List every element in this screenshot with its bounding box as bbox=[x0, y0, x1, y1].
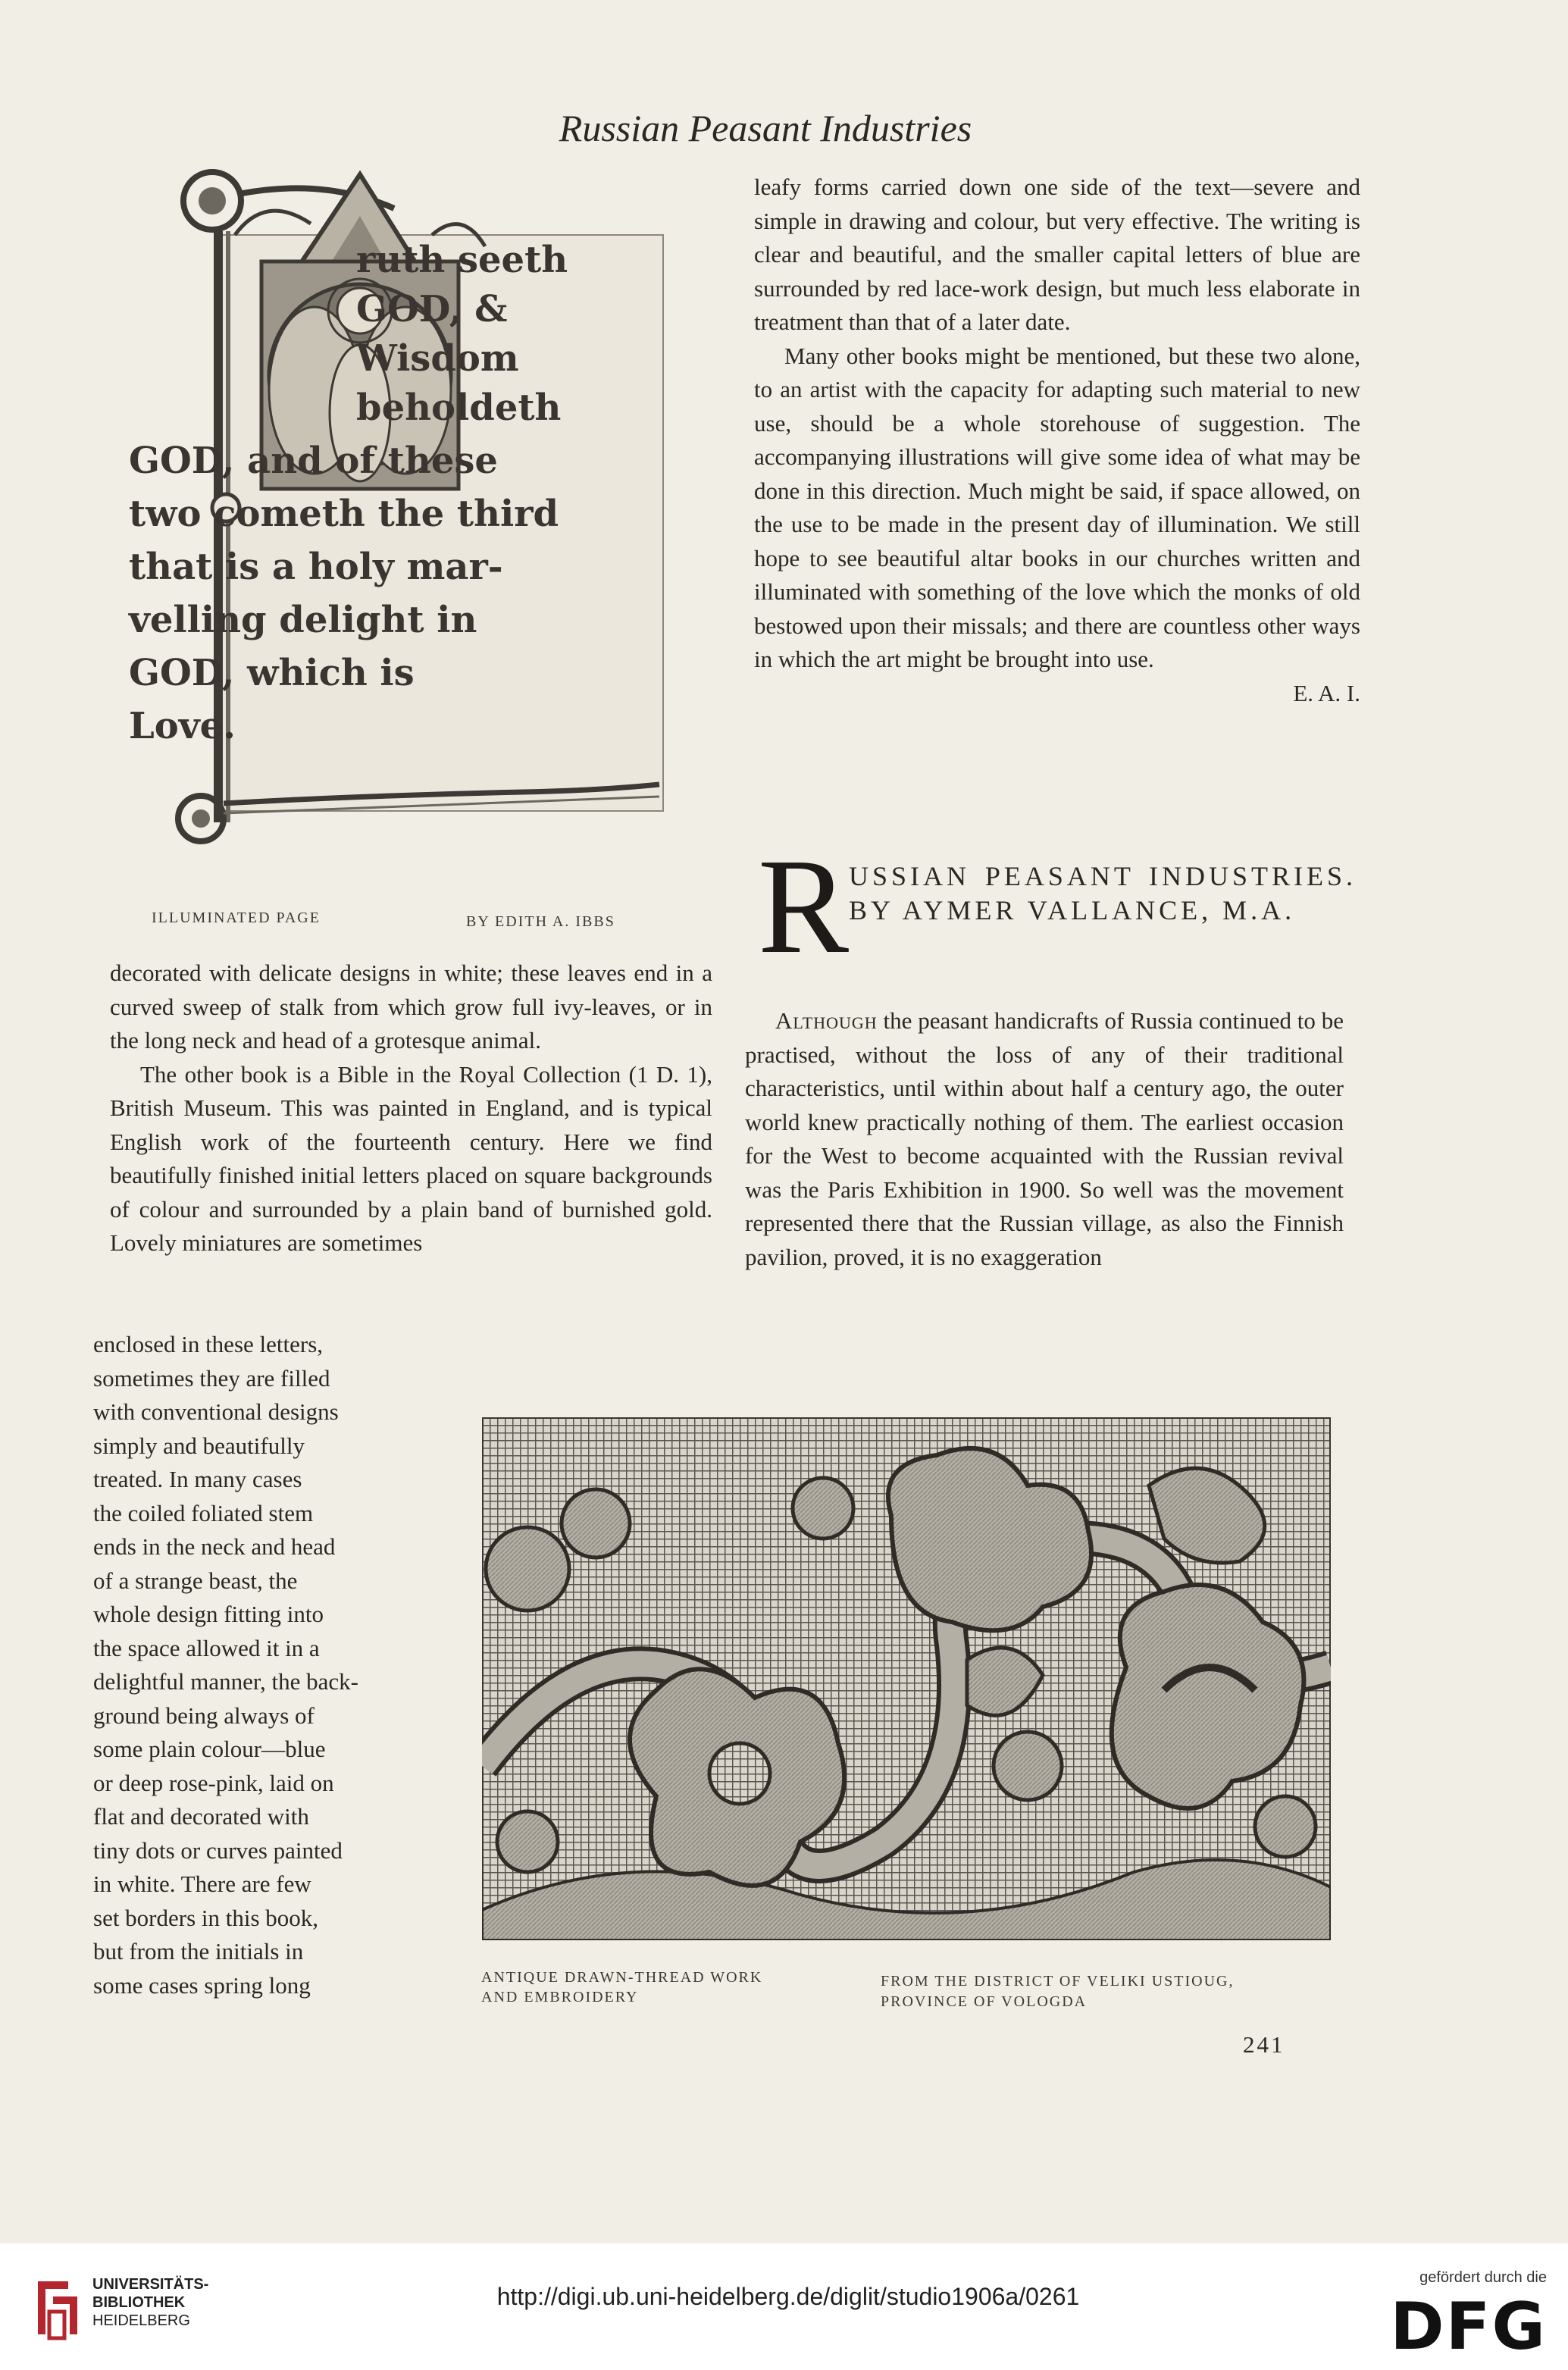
source-url-link[interactable]: http://digi.ub.uni-heidelberg.de/diglit/studio1906a/0261 bbox=[496, 2283, 1080, 2310]
library-line-1: UNIVERSITÄTS- bbox=[92, 2276, 209, 2293]
illumination-line: velling delight in bbox=[129, 599, 477, 641]
narrow-line: the space allowed it in a bbox=[93, 1634, 320, 1661]
left-paragraph-2: The other book is a Bible in the Royal Collection (1 D. 1), British Museum. This was painted in England, and is typical English work of the fourteenth century. Here we find beautifully finished initial letters placed on square backgrounds of colour and surrounded by a plain band of burnished gold. Lovely miniatures are sometimes bbox=[110, 1060, 712, 1256]
lace-caption-left-1: ANTIQUE DRAWN-THREAD WORK bbox=[481, 1969, 763, 1986]
lace-caption-right-1: FROM THE DISTRICT OF VELIKI USTIOUG, bbox=[881, 1973, 1235, 1990]
illumination-line: beholdeth bbox=[356, 387, 562, 429]
left-column-upper bbox=[110, 956, 712, 1260]
narrow-line: delightful manner, the back- bbox=[93, 1668, 358, 1695]
library-line-2: BIBLIOTHEK bbox=[92, 2294, 186, 2311]
lace-caption-right-2: PROVINCE OF VOLOGDA bbox=[881, 1993, 1088, 2010]
running-head: Russian Peasant Industries bbox=[559, 107, 972, 149]
narrow-line: or deep rose-pink, laid on bbox=[93, 1769, 334, 1796]
article-paragraph-1: the peasant handicrafts of Russia continued to be practised, without the loss of any of their traditional characteristics, until within about half a century ago, the outer world knew practically nothing of them. The earliest occasion for the West to become acquainted with the Russian revival was the Paris Exhibition in 1900. So well was the movement represented there that the Russian village, as also the Finnish pavilion, proved, it is no exaggeration bbox=[745, 1007, 1344, 1270]
right-paragraph-1: leafy forms carried down one side of the text—severe and simple in drawing and colour, but very effective. The writing is clear and beautiful, and the smaller capital letters of blue are surrounded by red lace-work design, but much less elaborate in treatment than that of a later date. bbox=[754, 174, 1360, 335]
illumination-line: GOD, & bbox=[356, 288, 508, 330]
article-body bbox=[745, 1004, 1344, 1274]
narrow-line: set borders in this book, bbox=[93, 1904, 319, 1931]
right-column-upper bbox=[754, 171, 1360, 710]
narrow-line: flat and decorated with bbox=[93, 1803, 309, 1830]
article-heading bbox=[758, 831, 1357, 984]
narrow-line: but from the initials in bbox=[93, 1938, 304, 1965]
illumination-caption-right: BY EDITH A. IBBS bbox=[466, 913, 615, 930]
article-title: USSIAN PEASANT INDUSTRIES. BY AYMER VALLANCE, M.A. bbox=[849, 861, 1357, 925]
narrow-line: treated. In many cases bbox=[93, 1466, 302, 1492]
narrow-line: ground being always of bbox=[93, 1702, 315, 1729]
narrow-line: in white. There are few bbox=[93, 1871, 311, 1897]
narrow-line: sometimes they are filled bbox=[93, 1364, 330, 1392]
illumination-line: ruth seeth bbox=[356, 239, 568, 281]
illumination-line: GOD, which is bbox=[129, 652, 415, 694]
illumination-line: Wisdom bbox=[356, 337, 519, 380]
illumination-line: GOD, and of these bbox=[129, 440, 498, 482]
narrow-line: the coiled foliated stem bbox=[93, 1499, 314, 1526]
lace-embroidery-image bbox=[482, 1417, 1331, 1940]
illumination-line: that is a holy mar- bbox=[129, 546, 503, 588]
library-logo-icon bbox=[30, 2274, 85, 2342]
illumination-line: Love. bbox=[129, 705, 236, 747]
narrow-line: with conventional designs bbox=[93, 1398, 339, 1425]
lace-embroidery-figure bbox=[482, 1417, 1331, 1940]
drop-cap: R bbox=[758, 831, 850, 981]
footer-bar bbox=[0, 2243, 1568, 2370]
narrow-line: tiny dots or curves painted bbox=[93, 1836, 343, 1864]
funded-by-label: gefördert durch die bbox=[1419, 2269, 1547, 2286]
left-column-narrow bbox=[93, 1328, 421, 2002]
narrow-line: of a strange beast, the bbox=[93, 1567, 298, 1594]
narrow-line: some cases spring long bbox=[93, 1971, 311, 1999]
narrow-line: simply and beautifully bbox=[93, 1432, 305, 1459]
illumination-line: two cometh the third bbox=[129, 493, 559, 535]
narrow-line: whole design fitting into bbox=[93, 1601, 324, 1627]
lead-word: Although bbox=[775, 1007, 878, 1034]
illuminated-page-figure bbox=[129, 163, 682, 845]
dfg-logo: DFG bbox=[1390, 2289, 1547, 2365]
signature: E. A. I. bbox=[1293, 679, 1360, 706]
illumination-caption-left: ILLUMINATED PAGE bbox=[152, 909, 321, 926]
library-line-3: HEIDELBERG bbox=[92, 2312, 190, 2329]
narrow-line: ends in the neck and head bbox=[93, 1533, 336, 1560]
narrow-line: some plain colour—blue bbox=[93, 1736, 326, 1762]
narrow-line: enclosed in these letters, bbox=[93, 1331, 324, 1357]
library-name bbox=[92, 2275, 208, 2330]
right-paragraph-2: Many other books might be mentioned, but these two alone, to an artist with the capacity for adapting such material to new use, should be a whole storehouse of suggestion. The accompanying illustrations will give some idea of what may be done in this direction. Much might be said, if space allowed, on the use to be made in the present day of illumination. We still hope to see beautiful altar books in our churches written and illuminated with something of the love which the monks of old bestowed upon their missals; and there are countless other ways in which the art might be brought into use. bbox=[754, 342, 1360, 672]
page-number: 241 bbox=[1243, 2031, 1285, 2058]
lace-caption-left-2: AND EMBROIDERY bbox=[481, 1989, 639, 2005]
left-paragraph-1: decorated with delicate designs in white; these leaves end in a curved sweep of stalk from which grow full ivy-leaves, or in the long neck and head of a grotesque animal. bbox=[110, 960, 712, 1054]
